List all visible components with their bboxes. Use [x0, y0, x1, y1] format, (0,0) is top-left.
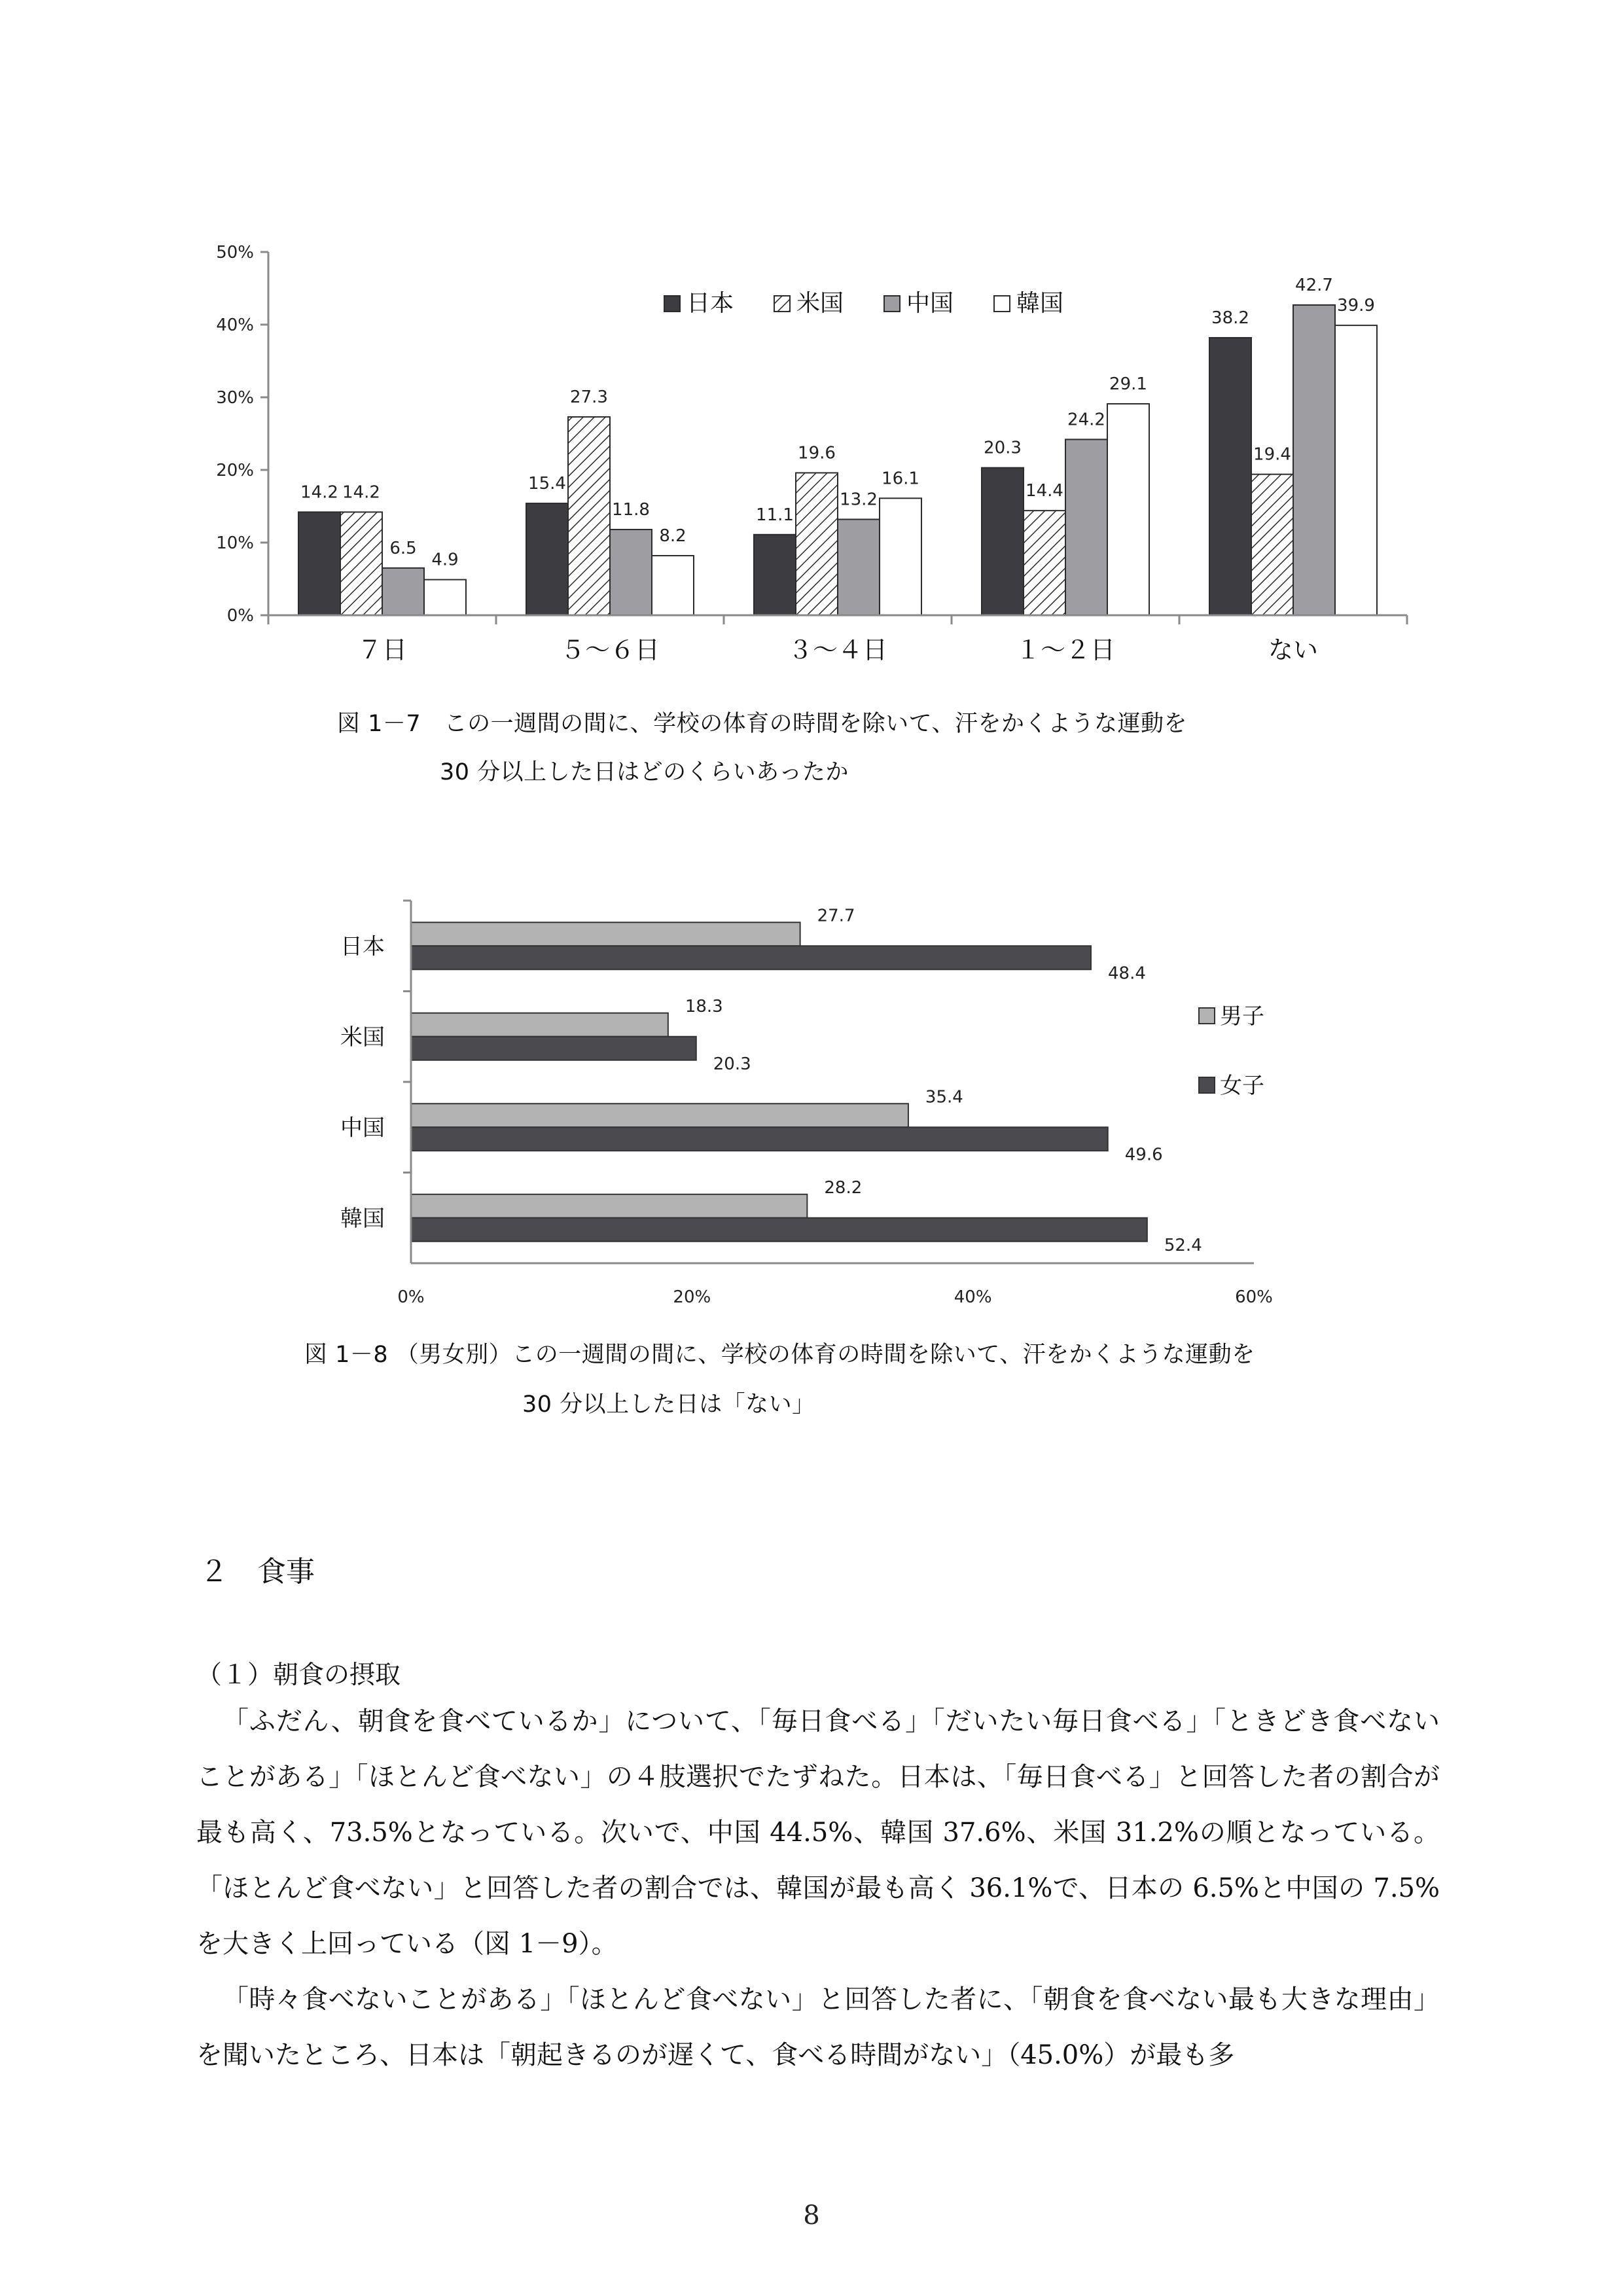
- body-paragraph-1: 「ふだん、朝食を食べているか」について、「毎日食べる」「だいたい毎日食べる」「ときどき食べないことがある」「ほとんど食べない」の４肢選択でたずねた。日本は、「毎日食べる」と回答した者の割合が最も高く、73.5%となっている。次いで、中国 44.5%、韓国 37.6%、米国 31.2%の順となっている。「ほとんど食べない」と回答した者の割合では、韓国が最も高く 36.1%で、日本の 6.5%と中国の 7.5%を大きく上回っている（図 1－9）。: [196, 1706, 1440, 1959]
- bar: [796, 473, 838, 615]
- data-label: 19.6: [798, 443, 836, 463]
- bar: [568, 417, 610, 615]
- figure-1-7-chart: [0, 0, 1623, 720]
- subsection-heading: （１）朝食の摂取: [196, 1660, 401, 1690]
- bar: [1293, 305, 1335, 615]
- data-label: 28.2: [824, 1177, 863, 1198]
- y-tick-label: 50%: [216, 243, 254, 262]
- figure-1-7-caption-line1: 図 1－7 この一週間の間に、学校の体育の時間を除いて、汗をかくような運動を: [337, 711, 1187, 737]
- figure-1-7-caption-line2: 30 分以上した日はどのくらいあったか: [440, 759, 849, 785]
- y-tick-label: 10%: [216, 533, 254, 553]
- bar: [411, 1218, 1147, 1242]
- data-label: 27.7: [817, 906, 855, 926]
- bar: [411, 1037, 696, 1060]
- data-label: 20.3: [984, 438, 1022, 458]
- bar: [1107, 404, 1149, 615]
- y-tick-label: 日本: [340, 933, 385, 960]
- bar: [411, 922, 800, 946]
- figure-1-8-caption-line2: 30 分以上した日は「ない」: [522, 1391, 815, 1418]
- bar: [340, 512, 382, 615]
- legend-label: 女子: [1220, 1073, 1264, 1099]
- data-label: 42.7: [1295, 276, 1333, 296]
- data-label: 29.1: [1109, 374, 1147, 394]
- bar: [982, 468, 1024, 615]
- data-label: 14.2: [300, 482, 338, 503]
- x-tick-label: ５～６日: [560, 636, 660, 664]
- data-label: 27.3: [570, 387, 608, 407]
- bar: [1251, 475, 1293, 615]
- legend-swatch: [1199, 1008, 1215, 1024]
- page-number: 8: [803, 2200, 820, 2231]
- x-tick-label: 40%: [954, 1287, 992, 1307]
- bar: [838, 519, 880, 615]
- bar: [411, 1013, 668, 1037]
- data-label: 13.2: [840, 490, 878, 510]
- data-label: 15.4: [528, 474, 566, 494]
- legend-label: 米国: [796, 290, 844, 317]
- bar: [298, 512, 340, 615]
- data-label: 38.2: [1211, 308, 1249, 328]
- bar: [526, 503, 568, 615]
- bar: [610, 529, 652, 615]
- data-label: 35.4: [925, 1087, 963, 1107]
- data-label: 49.6: [1124, 1145, 1163, 1165]
- bar: [1065, 439, 1107, 615]
- bar: [411, 946, 1091, 969]
- legend-label: 日本: [687, 290, 734, 317]
- y-tick-label: 韓国: [340, 1205, 385, 1232]
- x-tick-label: 20%: [673, 1287, 711, 1307]
- data-label: 19.4: [1253, 444, 1291, 465]
- data-label: 11.1: [756, 505, 794, 525]
- data-label: 48.4: [1107, 963, 1146, 984]
- y-tick-label: 中国: [340, 1115, 385, 1141]
- legend-swatch: [664, 296, 680, 312]
- data-label: 6.5: [389, 538, 417, 558]
- data-label: 8.2: [659, 526, 687, 546]
- bar: [1209, 338, 1251, 615]
- data-label: 4.9: [431, 550, 459, 570]
- figure-1-8-caption-line1: 図 1－8 （男女別）この一週間の間に、学校の体育の時間を除いて、汗をかくような運動を: [304, 1342, 1255, 1368]
- legend-swatch: [774, 296, 790, 312]
- figure-1-8-chart: [0, 851, 1623, 1322]
- legend-label: 男子: [1220, 1003, 1264, 1030]
- y-tick-label: 米国: [340, 1024, 385, 1050]
- y-tick-label: 20%: [216, 461, 254, 480]
- x-tick-label: 0%: [397, 1287, 425, 1307]
- data-label: 39.9: [1337, 296, 1375, 316]
- data-label: 20.3: [713, 1054, 751, 1074]
- legend-swatch: [994, 296, 1010, 312]
- bar: [880, 498, 921, 615]
- section-heading: ２ 食事: [200, 1555, 315, 1588]
- x-tick-label: ７日: [357, 636, 408, 664]
- data-label: 14.2: [342, 482, 380, 503]
- bar: [411, 1127, 1108, 1151]
- legend-swatch: [1199, 1077, 1215, 1093]
- body-paragraph-2: 「時々食べないことがある」「ほとんど食べない」と回答した者に、「朝食を食べない最も大きな理由」を聞いたところ、日本は「朝起きるのが遅くて、食べる時間がない」（45.0%）が最も多: [196, 1984, 1440, 2070]
- y-tick-label: 0%: [226, 606, 254, 626]
- data-label: 52.4: [1164, 1235, 1202, 1255]
- data-label: 11.8: [612, 500, 650, 520]
- bar: [411, 1194, 807, 1218]
- x-tick-label: ３～４日: [787, 636, 888, 664]
- data-label: 18.3: [685, 996, 723, 1016]
- x-tick-label: 60%: [1235, 1287, 1273, 1307]
- x-tick-label: １～２日: [1015, 636, 1116, 664]
- data-label: 24.2: [1067, 410, 1105, 430]
- bar: [382, 568, 424, 615]
- y-tick-label: 40%: [216, 315, 254, 335]
- bar: [754, 535, 796, 615]
- legend-label: 韓国: [1016, 290, 1064, 317]
- bar: [411, 1103, 908, 1127]
- bar: [652, 556, 694, 615]
- data-label: 16.1: [882, 469, 919, 489]
- legend-label: 中国: [906, 290, 954, 317]
- bar: [1024, 511, 1065, 615]
- y-tick-label: 30%: [216, 388, 254, 408]
- bar: [424, 580, 466, 615]
- x-tick-label: ない: [1268, 636, 1319, 664]
- data-label: 14.4: [1026, 481, 1063, 501]
- bar: [1335, 325, 1377, 615]
- legend-swatch: [884, 296, 900, 312]
